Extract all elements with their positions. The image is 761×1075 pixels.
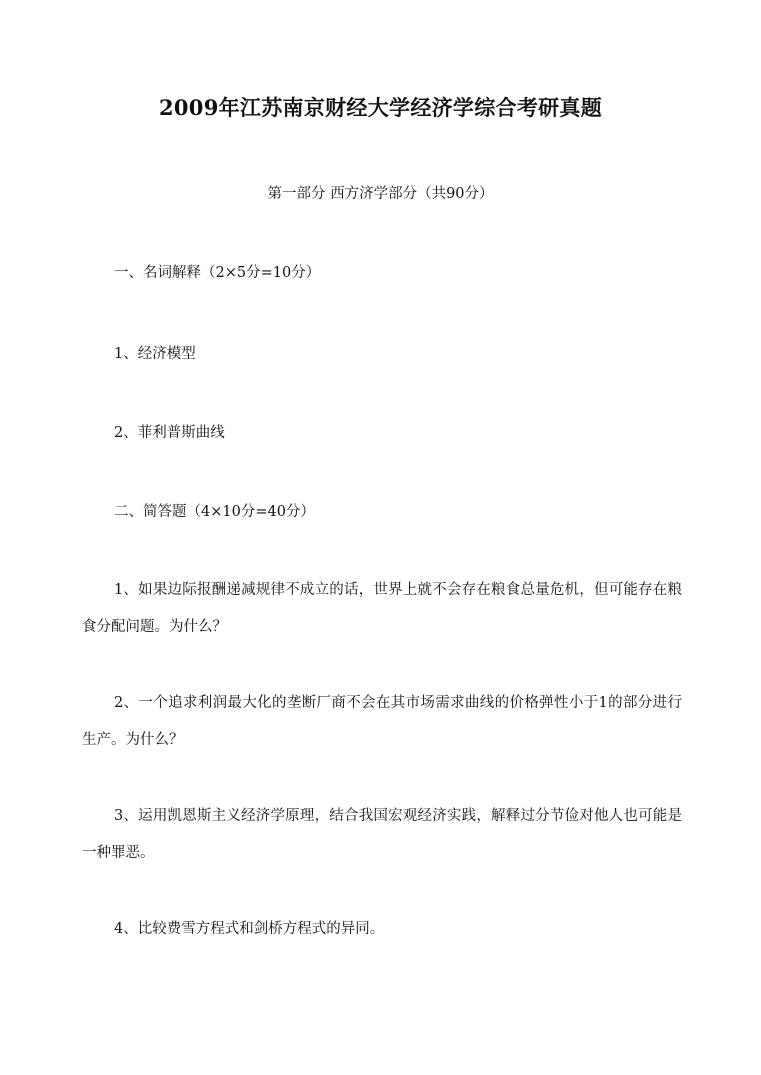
definition-item: 2、菲利普斯曲线 [114,425,225,441]
question-paragraph: 3、运用凯恩斯主义经济学原理，结合我国宏观经济实践，解释过分节俭对他人也可能是一种罪恶。 [82,808,682,861]
question-paragraph: 1、如果边际报酬递减规律不成立的话，世界上就不会存在粮食总量危机，但可能存在粮食分配问题。为什么？ [82,582,682,635]
question-paragraph: 2、一个追求利润最大化的垄断厂商不会在其市场需求曲线的价格弹性小于1的部分进行生产。为什么？ [82,695,682,748]
section-heading-short-answer: 二、简答题（4×10分=40分） [114,504,315,520]
definition-item: 1、经济模型 [114,346,196,362]
document-title: 2009年江苏南京财经大学经济学综合考研真题 [158,95,603,120]
question-paragraph: 4、比较费雪方程式和剑桥方程式的异同。 [114,921,385,937]
part-heading: 第一部分 西方济学部分（共90分） [267,186,494,202]
section-heading-definitions: 一、名词解释（2×5分=10分） [114,265,321,281]
